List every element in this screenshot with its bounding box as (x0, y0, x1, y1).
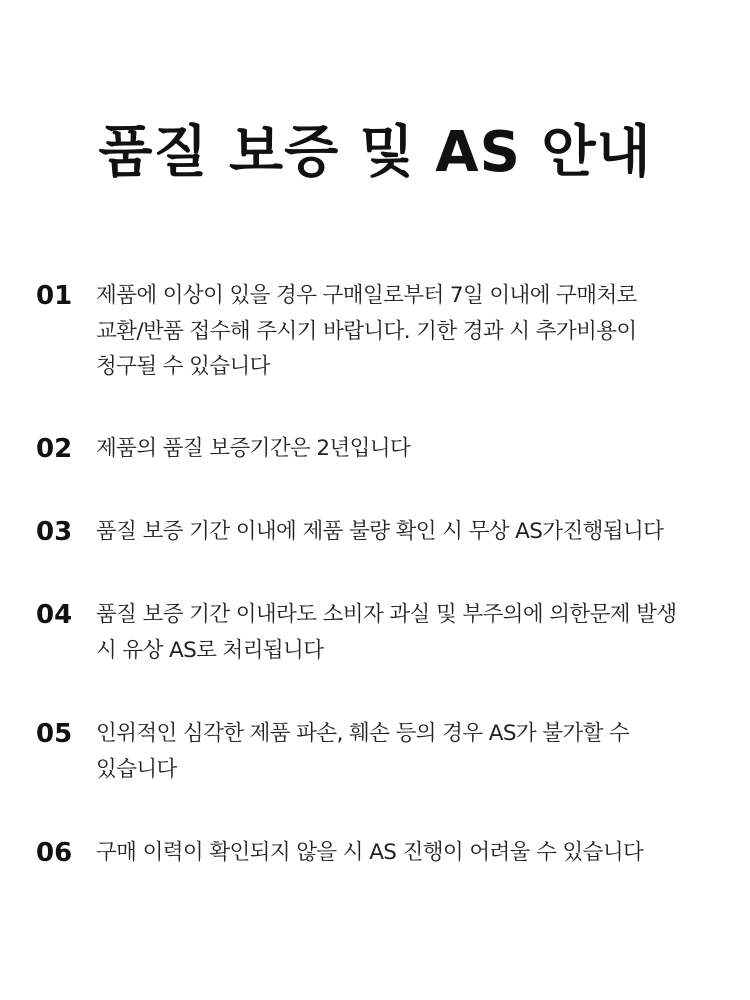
notice-line: 품질 보증 기간 이내에 제품 불량 확인 시 무상 AS가진행됩니다 (96, 519, 664, 544)
notice-text (96, 278, 726, 385)
notice-line: 제품에 이상이 있을 경우 구매일로부터 7일 이내에 구매처로 (96, 283, 637, 308)
notice-item-04 (36, 597, 726, 668)
notice-number: 02 (36, 434, 73, 464)
notice-line: 제품의 품질 보증기간은 2년입니다 (96, 436, 411, 461)
notice-line: 품질 보증 기간 이내라도 소비자 과실 및 부주의에 의한문제 발생 (96, 602, 677, 627)
notice-line: 교환/반품 접수해 주시기 바랍니다. 기한 경과 시 추가비용이 (96, 318, 637, 344)
notice-item-02 (36, 431, 726, 467)
notice-line: 구매 이력이 확인되지 않을 시 AS 진행이 어려울 수 있습니다 (96, 840, 644, 865)
notice-text (96, 835, 726, 871)
notice-item-03 (36, 514, 726, 550)
notice-item-01 (36, 278, 726, 385)
notice-line: 인위적인 심각한 제품 파손, 훼손 등의 경우 AS가 불가할 수 (96, 721, 630, 746)
notice-line: 청구될 수 있습니다 (96, 354, 270, 379)
notice-item-05 (36, 716, 726, 787)
notice-number: 03 (36, 517, 73, 547)
notice-line: 시 유상 AS로 처리됩니다 (96, 637, 324, 663)
notice-number: 01 (36, 281, 73, 311)
notice-number: 04 (36, 600, 73, 630)
page-title: 품질 보증 및 AS 안내 (98, 120, 652, 185)
notice-text (96, 514, 726, 550)
notice-text (96, 716, 726, 787)
notice-line: 있습니다 (96, 756, 177, 782)
notice-item-06 (36, 835, 726, 871)
notice-number: 05 (36, 719, 73, 749)
notice-text (96, 597, 726, 668)
notice-text (96, 431, 726, 467)
notice-number: 06 (36, 838, 73, 868)
